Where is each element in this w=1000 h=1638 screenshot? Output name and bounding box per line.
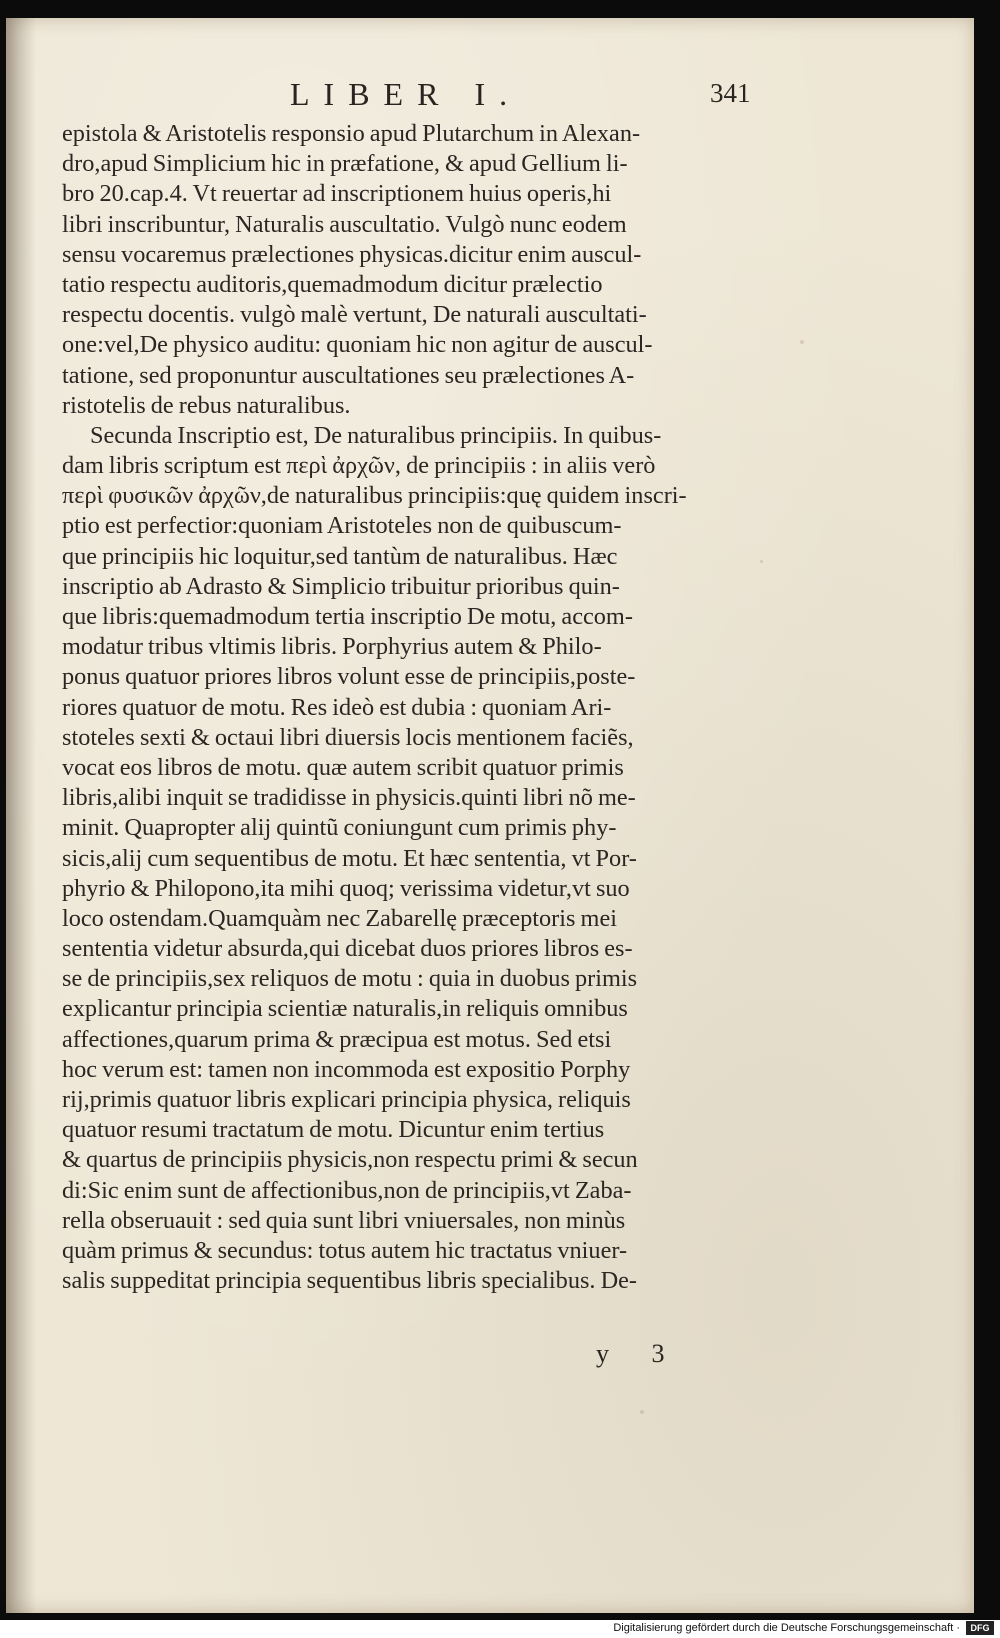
paper-speck xyxy=(800,340,804,344)
text-line: stoteles sexti & octaui libri diuersis locis mentionem faciẽs, xyxy=(62,723,634,751)
signature-mark: y 3 xyxy=(596,1339,683,1368)
paper-speck xyxy=(640,1410,644,1414)
text-line: que libris:quemadmodum tertia inscriptio De motu, accom- xyxy=(62,603,633,630)
text-line: sententia videtur absurda,qui dicebat duos priores libros es- xyxy=(62,935,633,963)
body-text xyxy=(62,119,742,1296)
dfg-logo: DFG xyxy=(966,1621,994,1635)
text-line: riores quatuor de motu. Res ideò est dubia : quoniam Ari- xyxy=(62,693,612,721)
text-line: tatio respectu auditoris,quemadmodum dicitur prælectio xyxy=(62,270,603,298)
text-line: ponus quatuor priores libros volunt esse de principiis,poste- xyxy=(62,663,636,691)
text-line: sicis,alij cum sequentibus de motu. Et hæc sententia, vt Por- xyxy=(62,844,637,872)
text-line: & quartus de principiis physicis,non respectu primi & secun xyxy=(62,1146,638,1174)
text-line: Secunda Inscriptio est, De naturalibus principiis. In quibus- xyxy=(90,421,662,449)
text-line: one:vel,De physico auditu: quoniam hic non agitur de auscul- xyxy=(62,331,653,359)
text-line: vocat eos libros de motu. quæ autem scribit quatuor primis xyxy=(62,753,624,781)
text-line: quatuor resumi tractatum de motu. Dicuntur enim tertius xyxy=(62,1116,605,1144)
text-line: dro,apud Simplicium hic in præfatione, & apud Gellium li- xyxy=(62,150,628,178)
text-line: affectiones,quarum prima & præcipua est motus. Sed etsi xyxy=(62,1025,612,1053)
text-line: modatur tribus vltimis libris. Porphyrius autem & Philo- xyxy=(62,633,602,661)
page-number: 341 xyxy=(710,78,751,108)
text-line: se de principiis,sex reliquos de motu : quia in duobus primis xyxy=(62,965,638,993)
text-line: epistola & Aristotelis responsio apud Plutarchum in Alexan- xyxy=(62,120,641,147)
text-line: sensu vocaremus prælectiones physicas.dicitur enim auscul- xyxy=(62,240,642,268)
text-line: loco ostendam.Quamquàm nec Zabarellę præceptoris mei xyxy=(62,904,617,932)
text-line: libris,alibi inquit se tradidisse in physicis.quinti libri nõ me- xyxy=(62,784,636,812)
text-line: minit. Quapropter alij quintũ coniungunt cum primis phy- xyxy=(62,814,617,842)
text-line: rella obseruauit : sed quia sunt libri vniuersales, non minùs xyxy=(62,1206,626,1234)
text-line: περὶ φυσικῶν ἀρχῶν,de naturalibus principiis:quę quidem inscri- xyxy=(62,482,687,510)
text-line: phyrio & Philopono,ita mihi quoq; verissima videtur,vt suo xyxy=(62,874,630,902)
text-line: rij,primis quatuor libris explicari principia physica, reliquis xyxy=(62,1086,631,1113)
text-line: respectu docentis. vulgò malè vertunt, De naturali auscultati- xyxy=(62,301,647,329)
text-line: explicantur principia scientiæ naturalis,in reliquis omnibus xyxy=(62,995,628,1023)
text-line: ristotelis de rebus naturalibus. xyxy=(62,391,351,419)
digitization-credit: Digitalisierung gefördert durch die Deutsche Forschungsgemeinschaft · xyxy=(613,1622,960,1634)
text-line: salis suppeditat principia sequentibus libris specialibus. De- xyxy=(62,1267,637,1295)
text-line: inscriptio ab Adrasto & Simplicio tribuitur prioribus quin- xyxy=(62,572,620,600)
text-line: que principiis hic loquitur,sed tantùm de naturalibus. Hæc xyxy=(62,542,618,570)
text-line: bro 20.cap.4. Vt reuertar ad inscriptionem huius operis,hi xyxy=(62,180,612,208)
running-head: LIBER I. xyxy=(290,76,522,112)
text-line: quàm primus & secundus: totus autem hic tractatus vniuer- xyxy=(62,1236,628,1264)
text-line: dam libris scriptum est περὶ ἀρχῶν, de principiis : in aliis verò xyxy=(62,452,656,480)
text-line: di:Sic enim sunt de affectionibus,non de principiis,vt Zaba- xyxy=(62,1176,632,1204)
page-gutter-shadow xyxy=(6,18,36,1613)
text-line: tatione, sed proponuntur auscultationes seu prælectiones A- xyxy=(62,361,635,389)
text-line: hoc verum est: tamen non incommoda est expositio Porphy xyxy=(62,1055,631,1083)
text-line: ptio est perfectior:quoniam Aristoteles non de quibuscum- xyxy=(62,512,622,540)
text-line: libri inscribuntur, Naturalis auscultatio. Vulgò nunc eodem xyxy=(62,210,627,238)
paper-speck xyxy=(760,560,763,563)
